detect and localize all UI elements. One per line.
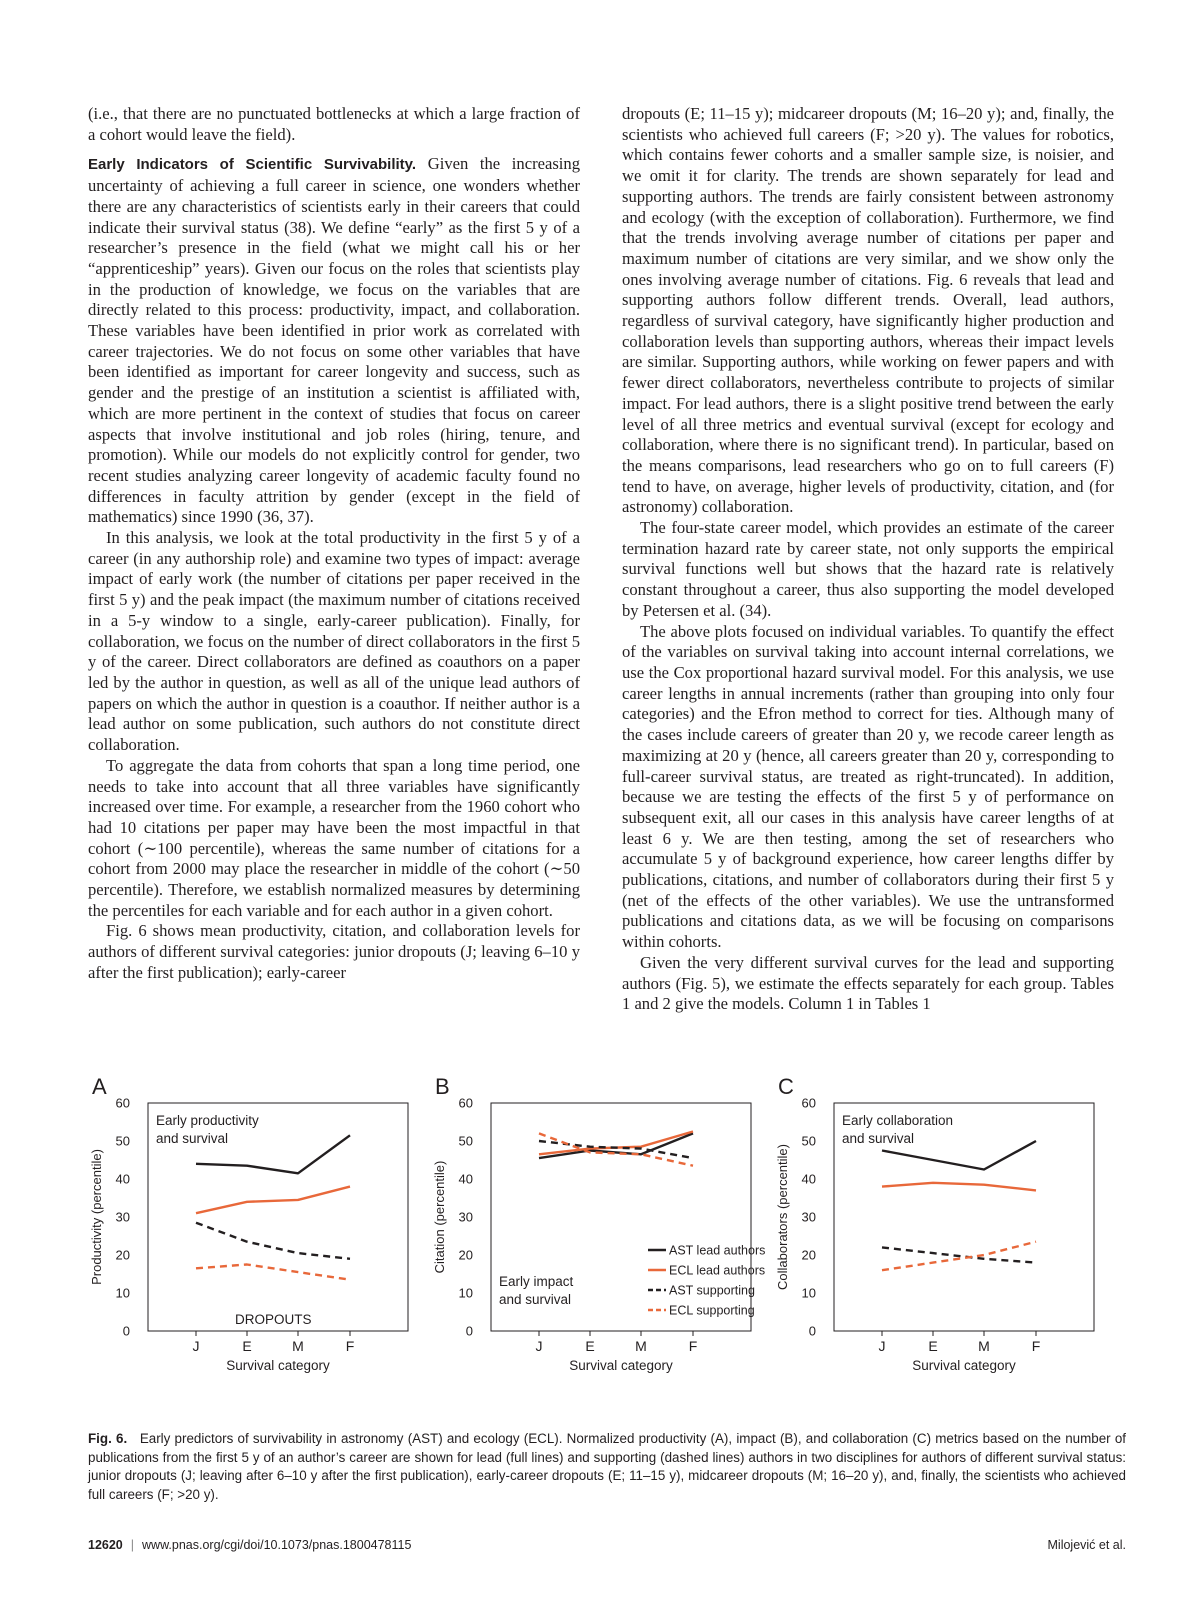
x-tick-label: J	[535, 1338, 543, 1354]
y-tick-label: 10	[801, 1285, 816, 1301]
y-tick-label: 20	[801, 1247, 816, 1263]
chart-panel-c	[766, 1074, 1116, 1423]
paragraph: dropouts (E; 11–15 y); midcareer dropouts (M; 16–20 y); and, finally, the scientists who achieved full careers (F; >20 y). The values for robotics, which contains fewer cohorts and a smaller sample size, is noisier, and we omit it for clarity. The trends are shown separately for lead and supporting authors. The trends are fairly consistent between astronomy and ecology (with the exception of collaboration). Furthermore, we find that the trends involving average number of citations per paper and maximum number of citations are very similar, and we show only the ones involving average number of citations. Fig. 6 reveals that lead and supporting authors follow different trends. Overall, lead authors, regardless of survival category, have significantly higher production and collaboration levels than supporting authors, whereas their impact levels are similar. Supporting authors, while working on fewer papers and with fewer direct collaborators, nevertheless contribute to projects of similar impact. For lead authors, there is a slight positive trend between the early level of all three metrics and eventual survival (except for ecology and collaboration, where there is no significant trend). In particular, based on the means comparisons, lead researchers who go on to full careers (F) tend to have, on average, higher levels of productivity, citation, and (for astronomy) collaboration.	[622, 104, 1114, 517]
y-tick-label: 50	[458, 1133, 473, 1149]
series-line-ast-supporting	[882, 1247, 1036, 1262]
y-tick-label: 40	[458, 1171, 473, 1187]
left-column	[88, 104, 580, 984]
x-tick-label: F	[1031, 1338, 1041, 1354]
footer-separator: |	[130, 1538, 135, 1552]
section-heading: Early Indicators of Scientific Survivability.	[88, 156, 417, 174]
panel-letter: B	[435, 1074, 450, 1099]
y-tick-label: 30	[458, 1209, 473, 1225]
x-tick-label: J	[878, 1338, 886, 1354]
paragraph: The four-state career model, which provides an estimate of the career termination hazard rate by career state, not only supports the empirical survival functions well but shows that the hazard rate is relatively constant throughout a career, thus also supporting the model developed by Petersen et al. (34).	[622, 518, 1114, 620]
legend-label: ECL lead authors	[669, 1263, 766, 1278]
y-tick-label: 30	[115, 1209, 130, 1225]
chart-title: and survival	[499, 1292, 572, 1307]
y-tick-label: 60	[115, 1095, 130, 1111]
paragraph: To aggregate the data from cohorts that span a long time period, one needs to take into account that all three variables have significantly increased over time. For example, a researcher from the 1960 cohort who had 10 citations per paper may have been the most impactful in that cohort (∼100 percentile), whereas the same number of citations for a cohort from 2000 may place the researcher in middle of the cohort (∼50 percentile). Therefore, we establish normalized measures by determining the percentiles for each variable and for each author in a given cohort.	[88, 755, 580, 920]
y-axis-label: Collaborators (percentile)	[775, 1144, 790, 1290]
series-line-ecl-lead-authors	[196, 1187, 350, 1214]
panel-letter: A	[92, 1074, 107, 1099]
caption-text: Early predictors of survivability in astronomy (AST) and ecology (ECL). Normalized productivity (A), impact (B), and collaboration (C) metrics based on the number of publications from the first 5 y of an author’s career are shown for lead (full lines) and supporting (dashed lines) authors in two disciplines for authors of different survival status: junior dropouts (J; leaving after 6–10 y after the first publication), early-career dropouts (E; 11–15 y), midcareer dropouts (M; 16–20 y), and, finally, the scientists who achieved full careers (F; >20 y).	[88, 1431, 1126, 1502]
y-tick-label: 0	[122, 1323, 130, 1339]
y-tick-label: 50	[801, 1133, 816, 1149]
panel-letter: C	[778, 1074, 794, 1099]
x-tick-label: M	[635, 1338, 647, 1354]
legend-label: ECL supporting	[669, 1303, 755, 1318]
page-number: 12620	[88, 1538, 123, 1552]
y-tick-label: 10	[458, 1285, 473, 1301]
y-tick-label: 20	[115, 1247, 130, 1263]
chart-annotation: DROPOUTS	[235, 1312, 312, 1327]
footer-authors: Milojević et al.	[1047, 1538, 1126, 1552]
x-axis-label: Survival category	[226, 1358, 330, 1373]
paragraph: The above plots focused on individual variables. To quantify the effect of the variables on survival taking into account internal correlations, we use the Cox proportional hazard survival model. For this analysis, we use career lengths in annual increments (rather than grouping into only four categories) and the Efron method to correct for ties. Although many of the cases include careers of greater than 20 y, we recode career length as maximizing at 20 y (hence, all careers greater than 20 y, corresponding to full-career survival status, are treated as right-truncated). In addition, because we are testing the effects of the first 5 y of performance on subsequent exit, all our cases in this analysis have career lengths of at least 6 y. We are then testing, among the set of researchers who accumulate 5 y of background experience, how career lengths differ by publications, citations, and number of collaborators during their first 5 y (net of the effects of the other variables). We use the untransformed publications and citations data, as we will be focusing on comparisons within cohorts.	[622, 621, 1114, 952]
legend-label: AST lead authors	[669, 1243, 766, 1258]
chart-title: and survival	[842, 1131, 915, 1146]
x-axis-label: Survival category	[912, 1358, 1016, 1373]
x-tick-label: E	[585, 1338, 595, 1354]
chart-panel-b	[423, 1074, 773, 1423]
y-tick-label: 60	[458, 1095, 473, 1111]
figure-6	[80, 1074, 1130, 1423]
doi-link[interactable]: www.pnas.org/cgi/doi/10.1073/pnas.1800478115	[142, 1538, 412, 1552]
figure-caption	[88, 1430, 1126, 1504]
y-tick-label: 0	[465, 1323, 473, 1339]
page-footer	[88, 1538, 1126, 1552]
paragraph: Given the very different survival curves for the lead and supporting authors (Fig. 5), we estimate the effects separately for each group. Tables 1 and 2 give the models. Column 1 in Tables 1	[622, 952, 1114, 1014]
x-tick-label: M	[292, 1338, 304, 1354]
chart-title: Early impact	[499, 1274, 574, 1289]
x-tick-label: J	[192, 1338, 200, 1354]
chart-title: Early productivity	[156, 1113, 259, 1128]
y-tick-label: 50	[115, 1133, 130, 1149]
series-line-ecl-supporting	[196, 1265, 350, 1280]
paragraph: Fig. 6 shows mean productivity, citation, and collaboration levels for authors of different survival categories: junior dropouts (J; leaving 6–10 y after the first publication); early-career	[88, 921, 580, 982]
x-tick-label: F	[345, 1338, 355, 1354]
y-tick-label: 20	[458, 1247, 473, 1263]
x-tick-label: M	[978, 1338, 990, 1354]
chart-panel-a	[80, 1074, 430, 1423]
y-tick-label: 10	[115, 1285, 130, 1301]
chart-title: and survival	[156, 1131, 229, 1146]
paragraph-text: Given the increasing uncertainty of achieving a full career in science, one wonders whether there are any characteristics of scientists early in their careers that could indicate their survival status (38). We define “early” as the first 5 y of a researcher’s presence in the field (what we might call his or her “apprenticeship” years). Given our focus on the roles that scientists play in the production of knowledge, we focus on the variables that are directly related to this process: productivity, impact, and collaboration. These variables have been identified in prior work as correlated with career trajectories. We do not focus on some other variables that have been identified as important for career longevity and success, such as gender and the prestige of an institution a scientist is affiliated with, which are more pertinent in the context of studies that focus on career aspects that involve institutional and job roles (hiring, tenure, and promotion). While our models do not explicitly control for gender, two recent studies analyzing career longevity of academic faculty found no differences in faculty attrition by gender (except in the field of mathematics) since 1990 (36, 37).	[88, 154, 580, 527]
y-tick-label: 60	[801, 1095, 816, 1111]
x-tick-label: E	[928, 1338, 938, 1354]
y-axis-label: Productivity (percentile)	[89, 1149, 104, 1285]
legend-label: AST supporting	[669, 1283, 755, 1298]
y-tick-label: 0	[808, 1323, 816, 1339]
paragraph: In this analysis, we look at the total productivity in the first 5 y of a career (in any authorship role) and examine two types of impact: average impact of early work (the number of citations per paper received in the first 5 y) and the peak impact (the maximum number of citations received in a 5-y window to a single, early-career publication). Finally, for collaboration, we focus on the number of direct collaborators in the first 5 y of the career. Direct collaborators are defined as coauthors on a paper led by the author in question, as well as all of the unique lead authors of papers on which the author in question is a coauthor. If neither author is a lead author on some publication, such authors do not constitute direct collaboration.	[88, 528, 580, 755]
caption-label: Fig. 6.	[88, 1431, 128, 1446]
chart-title: Early collaboration	[842, 1113, 954, 1128]
y-tick-label: 40	[115, 1171, 130, 1187]
x-tick-label: E	[242, 1338, 252, 1354]
y-tick-label: 30	[801, 1209, 816, 1225]
right-column	[622, 104, 1114, 1015]
y-axis-label: Citation (percentile)	[432, 1160, 447, 1274]
series-line-ecl-lead-authors	[882, 1183, 1036, 1191]
paragraph: (i.e., that there are no punctuated bottlenecks at which a large fraction of a cohort would leave the field).	[88, 104, 580, 144]
paragraph	[88, 154, 580, 528]
series-line-ast-supporting	[196, 1223, 350, 1259]
x-axis-label: Survival category	[569, 1358, 673, 1373]
y-tick-label: 40	[801, 1171, 816, 1187]
x-tick-label: F	[688, 1338, 698, 1354]
